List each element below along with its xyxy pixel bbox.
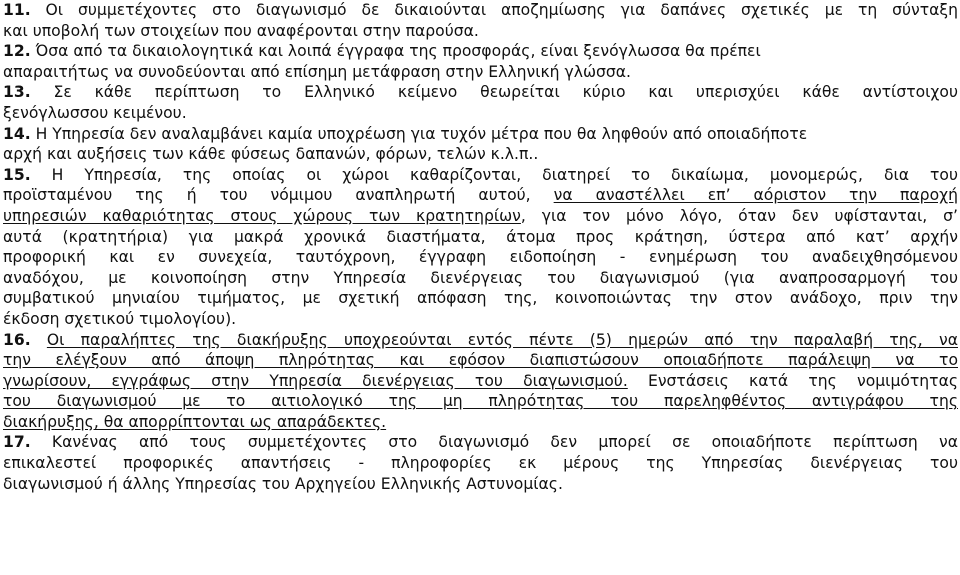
text-span: επικαλεστεί προφορικές απαντήσεις - πληροφορίες εκ μέρους της Υπηρεσίας διενέργειας του [3,454,958,473]
clause-line [3,247,958,268]
text-span: Ενστάσεις κατά της νομιμότητας [627,371,958,390]
clause-line [3,350,958,371]
underlined-text: διακήρυξης, θα απορρίπτονται ως απαράδεκτες. [3,412,387,431]
text-span: έκδοση σχετικού τιμολογίου). [3,309,237,328]
text-span: ξενόγλωσσου κειμένου. [3,103,187,122]
clause-line [3,144,958,165]
underlined-text: να αναστέλλει επ’ αόριστον την παροχή [553,186,958,205]
text-span: Σε κάθε περίπτωση το Ελληνικό κείμενο θεωρείται κύριο και υπερισχύει κάθε αντίστοιχου [30,83,958,102]
clause-number: 13. [3,83,31,102]
clause-line [3,412,958,433]
clause-line [3,185,958,206]
text-span: Η Υπηρεσία δεν αναλαμβάνει καμία υποχρέωση για τυχόν μέτρα που θα ληφθούν από οποιαδήποτε [30,124,808,143]
text-span: προφορική και εν συνεχεία, ταυτόχρονη, έγγραφη ειδοποίηση - ενημέρωση του αναδειχθησόμενου [3,248,958,267]
text-span: Οι συμμετέχοντες στο διαγωνισμό δε δικαιούνται αποζημίωσης για δαπάνες σχετικές με τη σύνταξη [30,1,958,19]
underlined-text: Οι παραλήπτες της διακήρυξης υποχρεούνται εντός πέντε (5) ημερών από την παραλαβή της, να [46,330,958,349]
clause-number: 11. [3,1,31,19]
underlined-text: την ελέγξουν από άποψη πληρότητας και εφόσον διαπιστώσουν οποιαδήποτε παράλειψη να το [3,351,958,370]
text-span: , για τον μόνο λόγο, όταν δεν υφίστανται, σ’ [520,206,958,225]
text-span: Η Υπηρεσία, της οποίας οι χώροι καθαρίζονται, διατηρεί το δικαίωμα, μονομερώς, δια του [30,165,958,184]
underlined-text: γνωρίσουν, εγγράφως στην Υπηρεσία διενέργειας του διαγωνισμού. [3,371,628,390]
clause-line [3,288,958,309]
clause-number: 14. [3,124,31,143]
clause-number: 17. [3,433,31,452]
underlined-text: υπηρεσιών καθαριότητας στους χώρους των κρατητηρίων [3,206,521,225]
clause-line [3,62,958,83]
clause-line [3,309,958,330]
text-span: Κανένας από τους συμμετέχοντες στο διαγωνισμό δεν μπορεί σε οποιαδήποτε περίπτωση να [30,433,958,452]
clause-line [3,227,958,248]
text-span: συμβατικού μηνιαίου τιμήματος, με σχετική απόφαση της, κοινοποιώντας την στον ανάδοχο, πριν την [3,289,958,308]
clause-line-start [3,41,958,62]
clause-line-start [3,82,958,103]
text-span: προϊσταμένου της ή του νόμιμου αναπληρωτή αυτού, [3,186,554,205]
text-span [31,331,47,349]
clause-line [3,268,958,289]
text-span: αναδόχου, με κοινοποίηση στην Υπηρεσία διενέργειας του διαγωνισμού (για αναπροσαρμογή του [3,268,958,287]
text-span: αυτά (κρατητήρια) για μακρά χρονικά διαστήματα, άτομα προς κράτηση, ύστερα από κατ’ αρχήν [3,227,958,246]
document-page [3,0,958,494]
clause-line [3,453,958,474]
text-span: αρχή και αυξήσεις των κάθε φύσεως δαπανών, φόρων, τελών κ.λ.π.. [3,145,539,164]
clause-line [3,21,958,42]
underlined-text: του διαγωνισμού με το αιτιολογικό της μη πληρότητας του παρεληφθέντος αντιγράφου της [3,392,958,411]
clause-number: 16. [3,330,31,349]
clause-line [3,391,958,412]
clause-number: 15. [3,165,31,184]
text-span: Όσα από τα δικαιολογητικά και λοιπά έγγραφα της προσφοράς, είναι ξενόγλωσσα θα πρέπει [30,42,761,61]
text-span: και υποβολή των στοιχείων που αναφέρονται στην παρούσα. [3,21,479,40]
clause-line-start [3,0,958,21]
clause-number: 12. [3,42,31,61]
clause-line [3,103,958,124]
clause-line-start [3,165,958,186]
clause-line-start [3,330,958,351]
clause-line-start [3,432,958,453]
clause-line [3,474,958,495]
clause-line [3,206,958,227]
text-span: απαραιτήτως να συνοδεύονται από επίσημη μετάφραση στην Ελληνική γλώσσα. [3,62,632,81]
clause-line-start [3,124,958,145]
text-span: διαγωνισμού ή άλλης Υπηρεσίας του Αρχηγείου Ελληνικής Αστυνομίας. [3,474,563,493]
clause-line [3,371,958,392]
